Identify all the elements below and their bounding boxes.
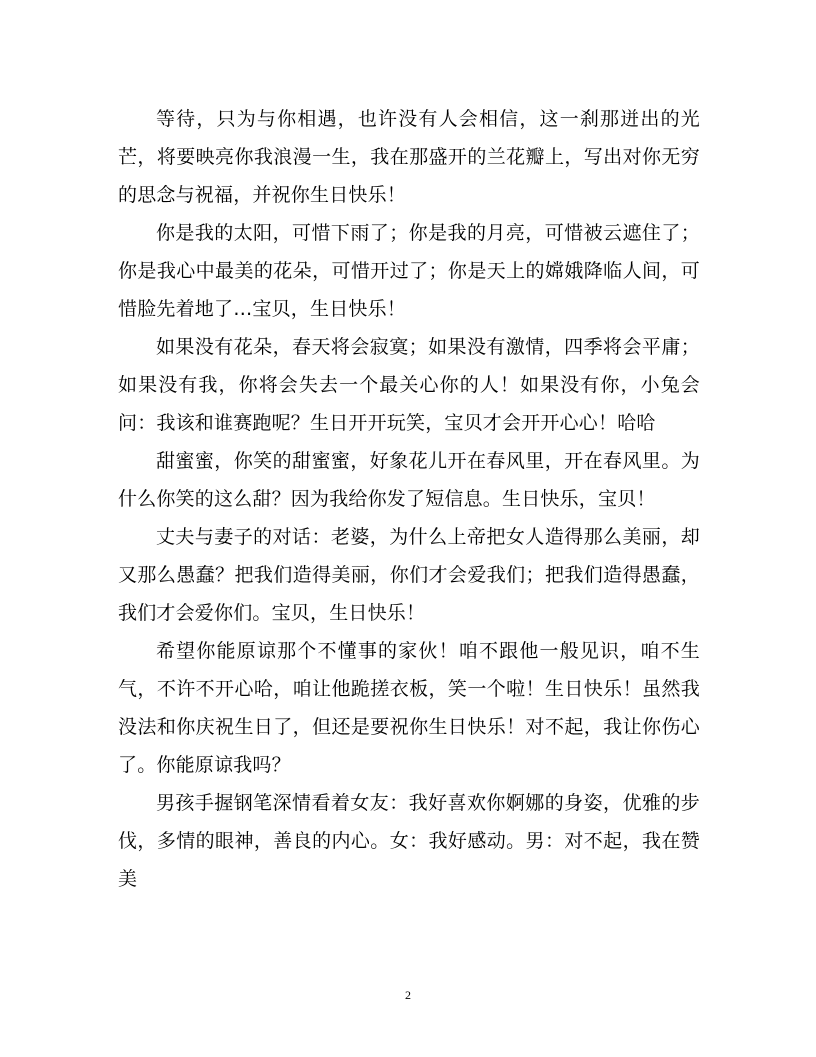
paragraph-1: 等待，只为与你相遇，也许没有人会相信，这一刹那迸出的光芒，将要映亮你我浪漫一生，我在那盛开的兰花瓣上，写出对你无穷的思念与祝福，并祝你生日快乐！ bbox=[118, 108, 700, 206]
paragraph-7: 男孩手握钢笔深情看着女友：我好喜欢你婀娜的身姿，优雅的步伐，多情的眼神，善良的内心。女：我好感动。男：对不起，我在赞美 bbox=[118, 792, 700, 890]
paragraph-6: 希望你能原谅那个不懂事的家伙！咱不跟他一般见识，咱不生气，不许不开心哈，咱让他跪搓衣板，笑一个啦！生日快乐！虽然我没法和你庆祝生日了，但还是要祝你生日快乐！对不起，我让你伤心了。你能原谅我吗？ bbox=[118, 640, 700, 776]
paragraph-4: 甜蜜蜜，你笑的甜蜜蜜，好象花儿开在春风里，开在春风里。为什么你笑的这么甜？因为我给你发了短信息。生日快乐，宝贝！ bbox=[118, 450, 700, 510]
paragraph-3: 如果没有花朵，春天将会寂寞；如果没有激情，四季将会平庸；如果没有我，你将会失去一个最关心你的人！如果没有你，小兔会问：我该和谁赛跑呢？生日开开玩笑，宝贝才会开开心心！哈哈 bbox=[118, 336, 700, 434]
paragraph-2: 你是我的太阳，可惜下雨了；你是我的月亮，可惜被云遮住了；你是我心中最美的花朵，可惜开过了；你是天上的嫦娥降临人间，可惜脸先着地了…宝贝，生日快乐！ bbox=[118, 222, 700, 320]
paragraph-5: 丈夫与妻子的对话：老婆，为什么上帝把女人造得那么美丽，却又那么愚蠢？把我们造得美丽，你们才会爱我们；把我们造得愚蠢，我们才会爱你们。宝贝，生日快乐！ bbox=[118, 526, 700, 624]
page-number: 2 bbox=[405, 988, 411, 1002]
document-body bbox=[118, 100, 700, 898]
